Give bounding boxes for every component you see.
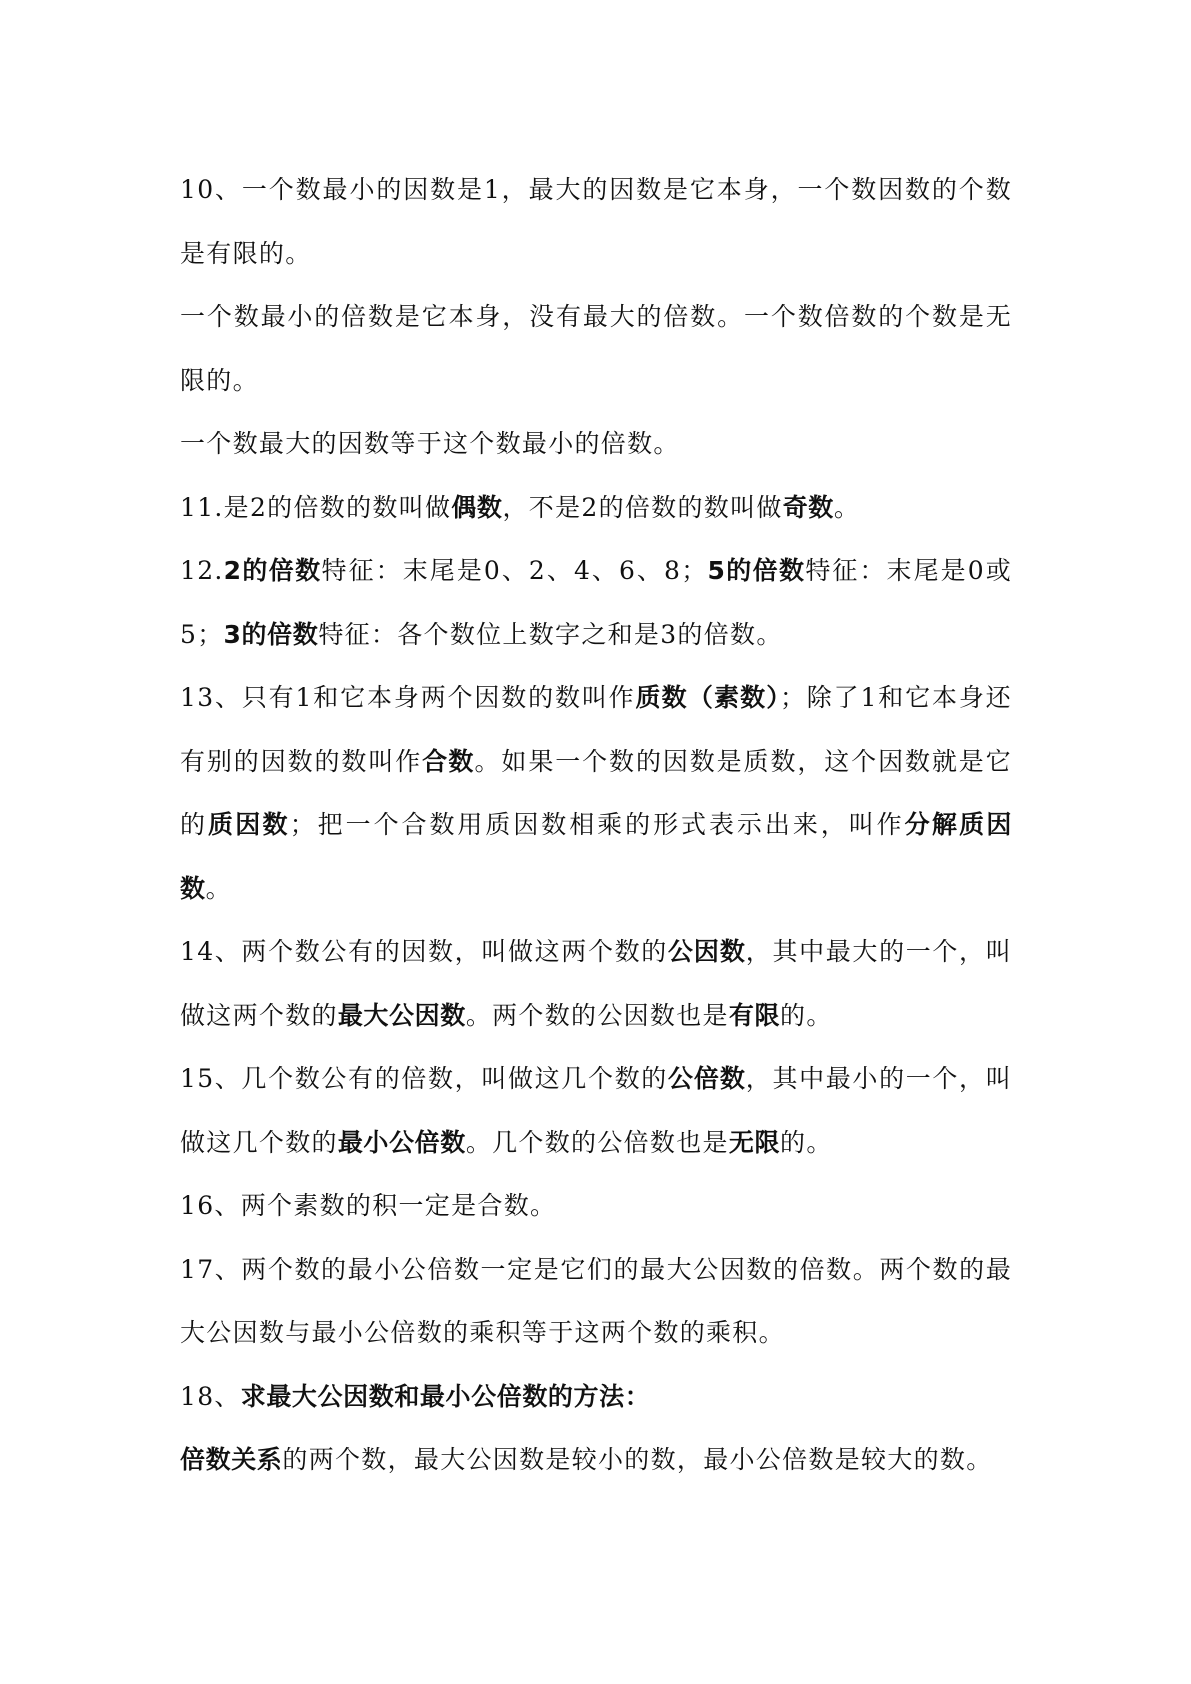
paragraph-p10b: [180, 285, 1012, 412]
text-segment: 18、: [180, 1381, 241, 1411]
text-segment: 。: [833, 492, 861, 522]
text-segment: 的。: [780, 1127, 833, 1157]
text-segment: 16、两个素数的积一定是合数。: [180, 1191, 557, 1220]
text-segment: 17、两个数的最小公倍数一定是它们的最大公因数的倍数。两个数的最大公因数与最小公倍数的乘积等于这两个数的乘积。: [180, 1254, 1012, 1347]
paragraph-p15: [180, 1047, 1012, 1174]
paragraph-p12: [180, 539, 1012, 666]
text-segment: 。几个数的公倍数也是: [465, 1127, 729, 1157]
paragraph-p10c: [180, 412, 1012, 476]
bold-term: 倍数关系: [180, 1445, 283, 1474]
bold-term: 公倍数: [667, 1064, 746, 1093]
paragraph-p17: [180, 1238, 1012, 1365]
text-segment: 。两个数的公因数也是: [465, 1000, 729, 1030]
paragraph-p13: [180, 666, 1012, 920]
text-segment: ，不是2的倍数的数叫做: [502, 492, 783, 522]
text-segment: 。: [205, 873, 232, 903]
paragraph-p11: [180, 476, 1012, 540]
text-segment: 15、几个数公有的倍数，叫做这几个数的: [180, 1064, 668, 1093]
text-segment: 特征：各个数位上数字之和是3的倍数。: [318, 619, 783, 649]
text-segment: 特征：末尾是0、2、4、6、8；: [321, 556, 708, 585]
text-segment: 。如果一个数的因数是质数，这个因数就是它的: [180, 746, 1012, 839]
bold-term: 无限: [728, 1127, 781, 1157]
paragraph-p16: [180, 1174, 1012, 1238]
bold-term: 分解质因数: [180, 810, 1012, 903]
bold-term: 求最大公因数和最小公倍数的方法：: [240, 1381, 651, 1411]
bold-term: 质数（素数）: [635, 683, 780, 712]
text-segment: 一个数最小的倍数是它本身，没有最大的倍数。一个数倍数的个数是无限的。: [180, 302, 1012, 395]
text-segment: 12.: [180, 556, 224, 585]
text-segment: 13、只有1和它本身两个因数的数叫作: [180, 683, 636, 712]
bold-term: 奇数: [782, 492, 834, 522]
bold-term: 质因数: [207, 810, 290, 839]
document-body: [180, 158, 1012, 1492]
text-segment: 11.是2的倍数的数叫做: [180, 492, 452, 522]
bold-term: 有限: [728, 1000, 781, 1030]
bold-term: 最大公因数: [337, 1000, 466, 1030]
bold-term: 5的倍数: [707, 556, 806, 585]
text-segment: 的两个数，最大公因数是较小的数，最小公倍数是较大的数。: [282, 1445, 993, 1474]
text-segment: 一个数最大的因数等于这个数最小的倍数。: [180, 429, 680, 458]
text-segment: ；除了1和它本身还有别的因数的数叫作: [180, 683, 1012, 776]
text-segment: ，其中最小的一个，叫做这几个数的: [180, 1064, 1012, 1157]
text-segment: 特征：末尾是0或5；: [180, 556, 1012, 649]
text-segment: 10、一个数最小的因数是1，最大的因数是它本身，一个数因数的个数是有限的。: [180, 175, 1012, 268]
paragraph-p14: [180, 920, 1012, 1047]
bold-term: 公因数: [667, 937, 746, 966]
bold-term: 最小公倍数: [337, 1127, 466, 1157]
bold-term: 偶数: [451, 492, 503, 522]
text-segment: ；把一个合数用质因数相乘的形式表示出来，叫作: [289, 810, 905, 839]
text-segment: 的。: [780, 1000, 833, 1030]
bold-term: 3的倍数: [223, 619, 319, 649]
bold-term: 2的倍数: [223, 556, 322, 585]
paragraph-p18b: [180, 1428, 1012, 1492]
paragraph-p18: [180, 1365, 1012, 1429]
text-segment: 14、两个数公有的因数，叫做这两个数的: [180, 937, 668, 966]
text-segment: ，其中最大的一个，叫做这两个数的: [180, 937, 1012, 1030]
paragraph-p10: [180, 158, 1012, 285]
bold-term: 合数: [422, 746, 475, 776]
